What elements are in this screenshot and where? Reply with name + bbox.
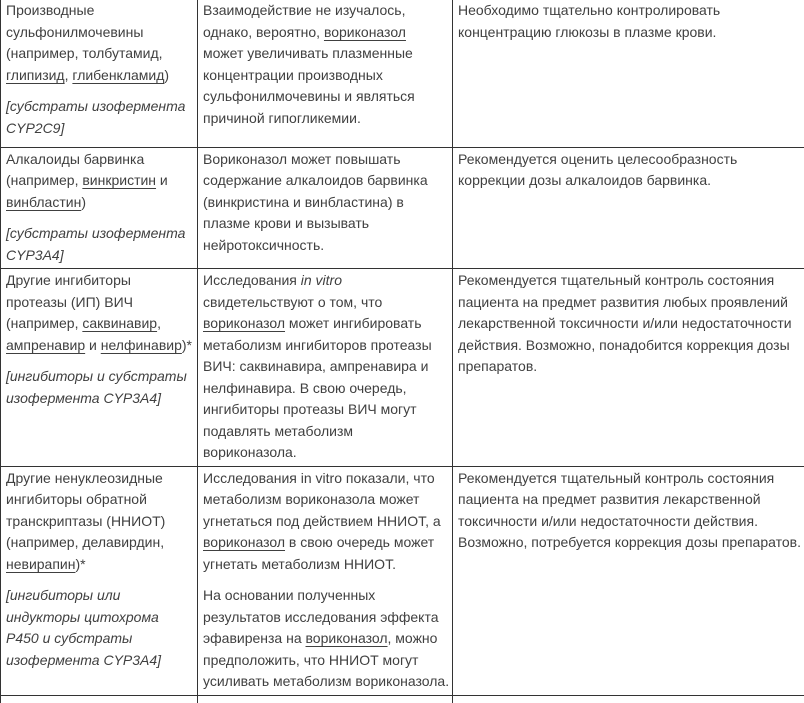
cell-recommendation-empty <box>453 695 804 703</box>
drug-link[interactable]: невирапин <box>6 556 75 572</box>
cell-interaction-empty <box>198 695 453 703</box>
text-run: Другие ингибиторы протеазы (ИП) ВИЧ (например, <box>6 272 133 331</box>
enzyme-note <box>6 585 195 671</box>
cell-interaction <box>198 147 453 269</box>
text-run: Рекомендуется оценить целесообразность коррекции дозы алкалоидов барвинка. <box>458 151 737 189</box>
cell-recommendation <box>453 269 804 467</box>
text-run: может увеличивать плазменные концентрации производных сульфонилмочевины и являться причиной гипогликемии. <box>203 45 415 126</box>
text-run: ) <box>164 67 169 83</box>
enzyme-note <box>6 366 195 409</box>
cell-interaction <box>198 269 453 467</box>
text-run: Производные сульфонилмочевины (например, толбутамид, <box>6 2 163 61</box>
drug-link[interactable]: саквинавир <box>82 315 157 331</box>
cell-recommendation <box>453 466 804 695</box>
enzyme-note <box>6 96 195 139</box>
text-run: и <box>85 337 101 353</box>
paragraph <box>458 149 802 192</box>
text-run: )* <box>75 556 85 572</box>
text-run: , <box>157 315 161 331</box>
drug-link[interactable]: нелфинавир <box>101 337 182 353</box>
drug-link[interactable]: ампренавир <box>6 337 85 353</box>
text-run: [субстраты изофермента CYP3A4] <box>6 225 185 263</box>
text-run: свидетельствуют о том, что <box>203 294 382 310</box>
text-run: в свою очередь может угнетать метаболизм ННИОТ. <box>203 534 434 572</box>
drug-link[interactable]: глибенкламид <box>72 67 164 83</box>
text-run: и <box>156 172 168 188</box>
text-run: Необходимо тщательно контролировать концентрацию глюкозы в плазме крови. <box>458 2 720 40</box>
text-run: [субстраты изофермента CYP2C9] <box>6 98 185 136</box>
drug-link[interactable]: глипизид <box>6 67 65 83</box>
drug-link[interactable]: вориконазол <box>203 315 285 331</box>
text-run: in vitro <box>301 272 342 288</box>
drug-link[interactable]: вориконазол <box>324 24 406 40</box>
text-run: Вориконазол может повышать содержание алкалоидов барвинка (винкристина и винбластина) в плазме крови и вызывать нейротоксичность. <box>203 151 428 253</box>
paragraph <box>203 149 450 257</box>
table-row <box>1 269 804 467</box>
paragraph <box>6 270 195 356</box>
text-run: Исследования <box>203 272 301 288</box>
cell-substance <box>1 269 198 467</box>
text-run: , <box>65 67 73 83</box>
text-run: Алкалоиды барвинка (например, <box>6 151 144 189</box>
cell-interaction <box>198 0 453 147</box>
cell-interaction <box>198 466 453 695</box>
paragraph <box>458 468 802 554</box>
paragraph <box>203 270 450 464</box>
drug-link[interactable]: вориконазол <box>203 534 285 550</box>
paragraph <box>458 270 802 378</box>
text-run: Другие ненуклеозидные ингибиторы обратной транскриптазы (ННИОТ) (например, делавирдин, <box>6 470 165 551</box>
table-row <box>1 0 804 147</box>
text-run: На основании полученных результатов исследования эффекта эфавиренза на <box>203 587 439 646</box>
drug-link[interactable]: винбластин <box>6 194 81 210</box>
text-run: )* <box>182 337 192 353</box>
drug-link[interactable]: винкристин <box>82 172 156 188</box>
text-run: Рекомендуется тщательный контроль состояния пациента на предмет развития лекарственной токсичности и/или недостаточности действия. Возможно, потребуется коррекция дозы препаратов. <box>458 470 801 551</box>
drug-link[interactable]: вориконазол <box>306 630 388 646</box>
table-row-partial <box>1 695 804 703</box>
enzyme-note <box>6 223 195 266</box>
text-run: [ингибиторы и субстраты изофермента CYP3A4] <box>6 368 187 406</box>
cell-recommendation <box>453 147 804 269</box>
text-run: ) <box>81 194 86 210</box>
cell-substance-empty <box>1 695 198 703</box>
text-run: может ингибировать метаболизм ингибиторов протеазы ВИЧ: саквинавира, ампренавира и нелфинавира. В свою очередь, ингибиторы протеазы ВИЧ могут подавлять метаболизм вориконазола. <box>203 315 432 460</box>
text-run: Исследования in vitro показали, что метаболизм вориконазола может угнетаться под действием ННИОТ, а <box>203 470 441 529</box>
paragraph <box>203 0 450 129</box>
table-row <box>1 466 804 695</box>
paragraph <box>6 149 195 214</box>
paragraph <box>458 0 802 43</box>
cell-substance <box>1 0 198 147</box>
paragraph <box>6 0 195 86</box>
paragraph <box>203 585 450 693</box>
cell-substance <box>1 147 198 269</box>
cell-substance <box>1 466 198 695</box>
text-run: [ингибиторы или индукторы цитохрома Р450 и субстраты изофермента CYP3A4] <box>6 587 161 668</box>
text-run: Взаимодействие не изучалось, однако, вероятно, <box>203 2 405 40</box>
text-run: , можно предположить, что ННИОТ могут усиливать метаболизм вориконазола. <box>203 630 449 689</box>
paragraph <box>6 468 195 576</box>
text-run: Рекомендуется тщательный контроль состояния пациента на предмет развития любых проявлений лекарственной токсичности и/или недостаточности действия. Возможно, понадобится коррекция дозы препаратов. <box>458 272 792 374</box>
table-row <box>1 147 804 269</box>
paragraph <box>203 468 450 576</box>
cell-recommendation <box>453 0 804 147</box>
